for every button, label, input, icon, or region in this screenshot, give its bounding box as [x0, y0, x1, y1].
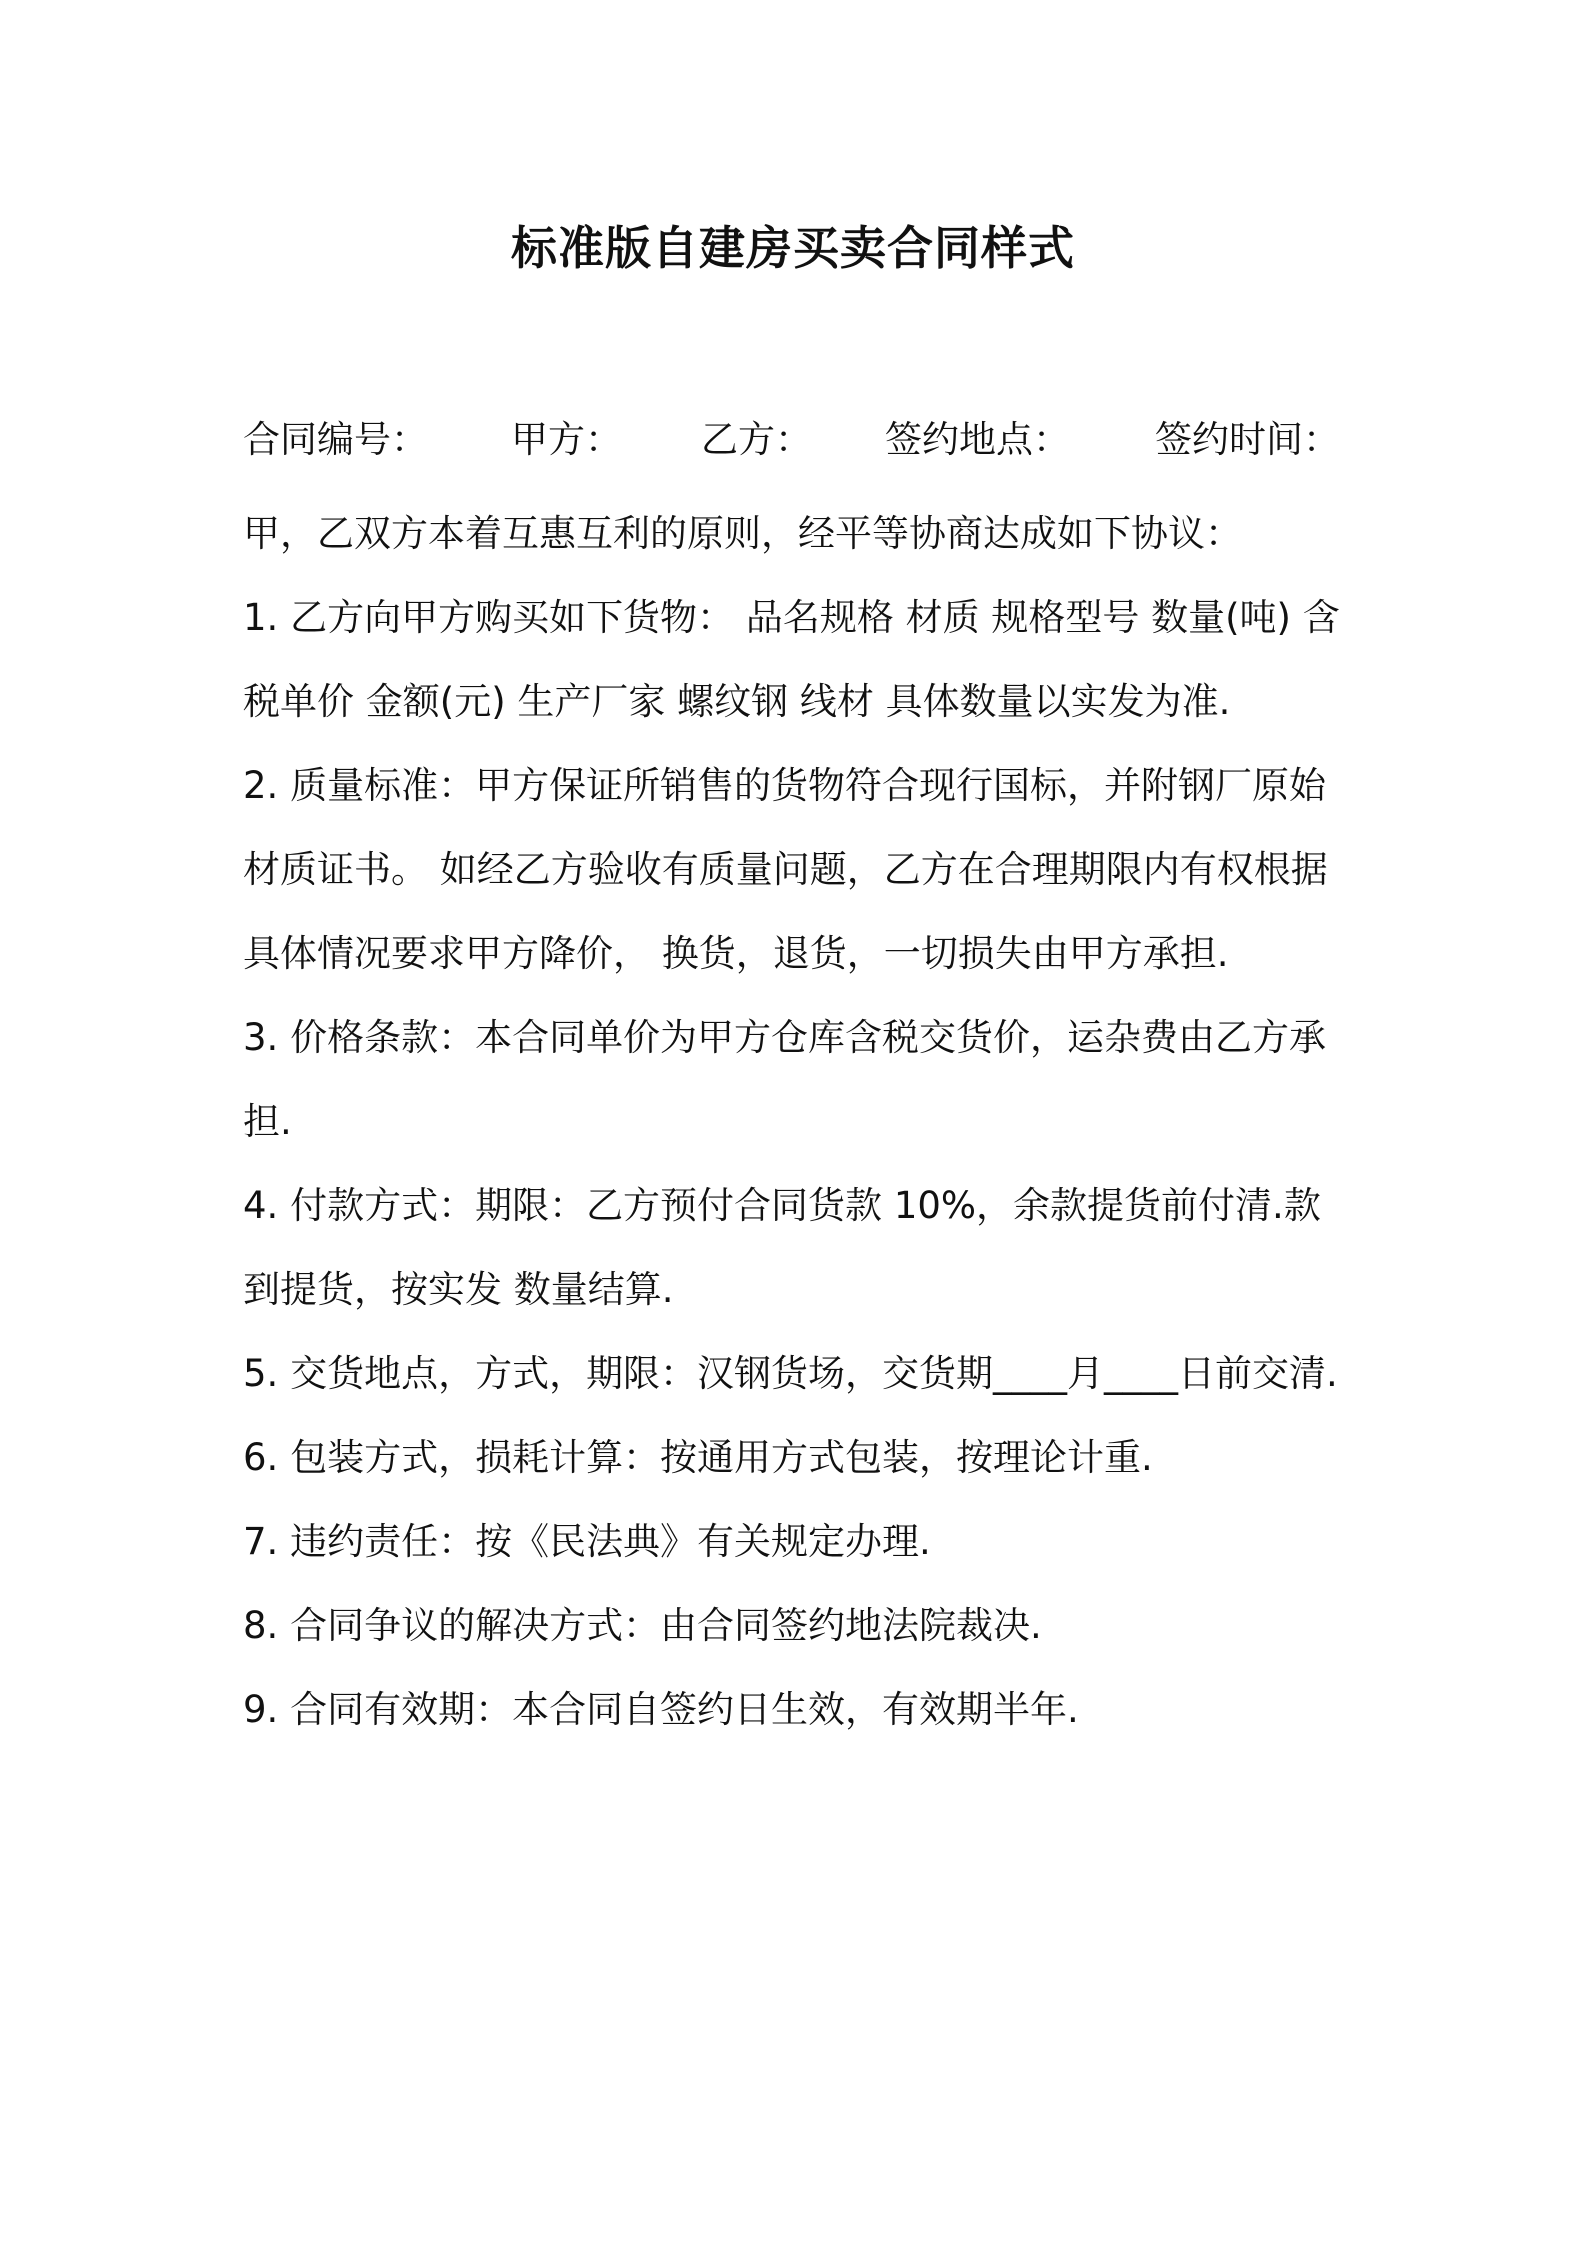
signing-place-label: 签约地点： — [885, 418, 1070, 461]
clause-5-delivery: 5. 交货地点，方式，期限：汉钢货场，交货期____月____日前交清. — [243, 1352, 1338, 1395]
contract-body — [243, 492, 1353, 1752]
clause-6-packaging: 6. 包装方式，损耗计算：按通用方式包装，按理论计重. — [243, 1436, 1153, 1479]
clause-9-validity: 9. 合同有效期：本合同自签约日生效，有效期半年. — [243, 1688, 1079, 1731]
clause-1-goods: 1. 乙方向甲方购买如下货物： 品名规格 材质 规格型号 数量(吨) 含税单价 金额(元) 生产厂家 螺纹钢 线材 具体数量以实发为准. — [243, 596, 1340, 723]
party-b-label: 乙方： — [701, 418, 812, 461]
clause-2-quality: 2. 质量标准：甲方保证所销售的货物符合现行国标，并附钢厂原始材质证书。 如经乙方验收有质量问题，乙方在合理期限内有权根据具体情况要求甲方降价， 换货，退货，一切损失由甲方承担. — [243, 764, 1328, 975]
contract-meta-fields — [243, 410, 1353, 470]
clause-4-payment: 4. 付款方式：期限：乙方预付合同货款 10%，余款提货前付清.款到提货，按实发 数量结算. — [243, 1184, 1321, 1311]
clause-3-price: 3. 价格条款：本合同单价为甲方仓库含税交货价，运杂费由乙方承担. — [243, 1016, 1327, 1143]
preamble: 甲，乙双方本着互惠互利的原则，经平等协商达成如下协议： — [243, 512, 1242, 555]
signing-time-label: 签约时间： — [1155, 418, 1340, 461]
party-a-label: 甲方： — [511, 418, 622, 461]
document-title: 标准版自建房买卖合同样式 — [511, 221, 1075, 275]
clause-7-liability: 7. 违约责任：按《民法典》有关规定办理. — [243, 1520, 931, 1563]
contract-number-label: 合同编号： — [243, 418, 428, 461]
clause-8-dispute: 8. 合同争议的解决方式：由合同签约地法院裁决. — [243, 1604, 1042, 1647]
